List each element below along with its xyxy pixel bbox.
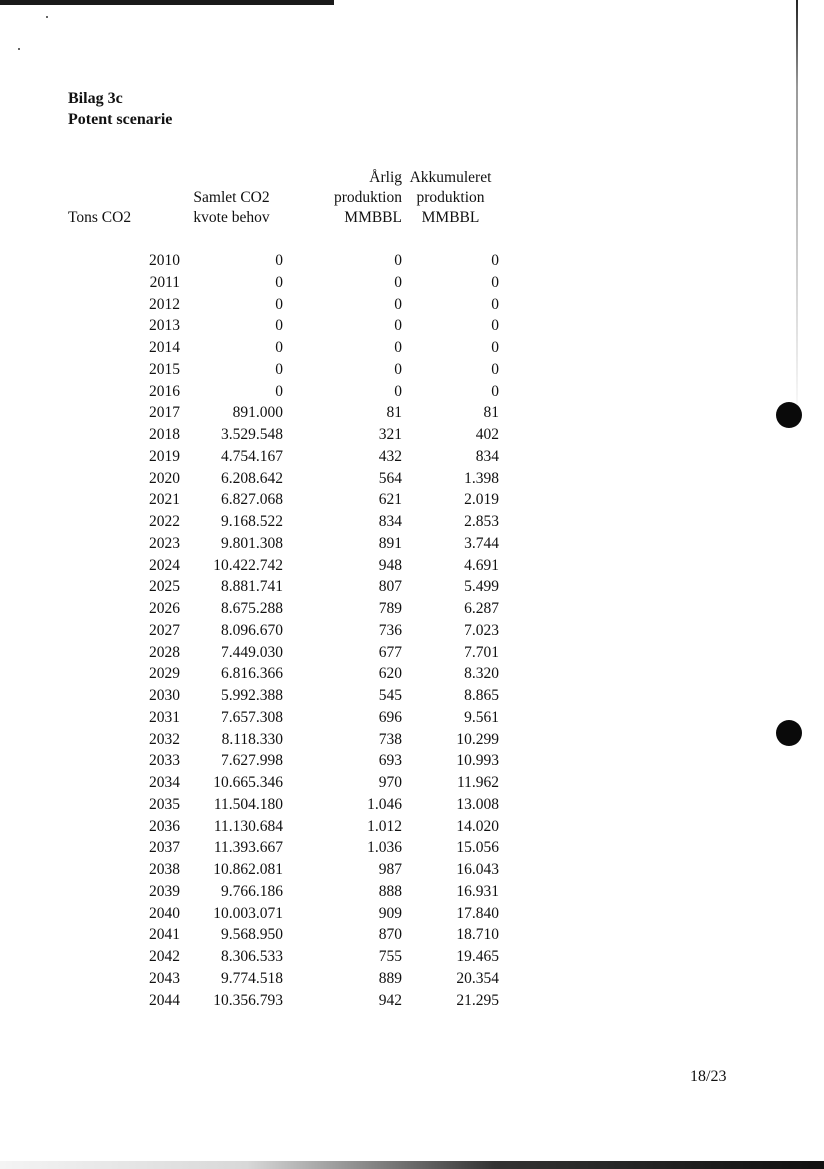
cell-aarlig-produktion: 81 bbox=[386, 404, 402, 422]
scan-edge-right bbox=[796, 0, 798, 430]
table-header-row bbox=[68, 164, 499, 228]
cell-samlet-co2: 9.774.518 bbox=[221, 969, 283, 987]
cell-aarlig-produktion: 621 bbox=[378, 491, 402, 509]
table-row bbox=[68, 555, 499, 577]
table-row bbox=[68, 381, 499, 403]
cell-samlet-co2: 8.675.288 bbox=[221, 600, 283, 617]
table-row bbox=[68, 903, 499, 925]
table-row bbox=[68, 729, 499, 751]
table-row bbox=[68, 315, 499, 337]
cell-aarlig-produktion: 0 bbox=[394, 382, 402, 400]
cell-samlet-co2: 7.657.308 bbox=[221, 708, 283, 726]
table-row bbox=[68, 924, 499, 946]
cell-year: 2038 bbox=[149, 861, 180, 878]
table-row bbox=[68, 837, 499, 859]
cell-aarlig-produktion: 870 bbox=[378, 926, 402, 944]
cell-aarlig-produktion: 677 bbox=[378, 643, 402, 661]
cell-akkumuleret-produktion: 17.840 bbox=[456, 904, 499, 922]
cell-year: 2044 bbox=[149, 991, 180, 1009]
cell-aarlig-produktion: 909 bbox=[378, 904, 402, 922]
cell-akkumuleret-produktion: 14.020 bbox=[456, 817, 499, 835]
cell-year: 2012 bbox=[149, 295, 180, 313]
cell-akkumuleret-produktion: 0 bbox=[491, 273, 499, 291]
cell-samlet-co2: 8.881.741 bbox=[221, 578, 283, 596]
cell-samlet-co2: 6.816.366 bbox=[221, 665, 283, 683]
header-aarlig-produktion: Årlig produktion MMBBL bbox=[333, 169, 402, 226]
cell-samlet-co2: 8.306.533 bbox=[221, 948, 283, 965]
table-row bbox=[68, 881, 499, 903]
cell-year: 2026 bbox=[149, 600, 180, 617]
cell-aarlig-produktion: 0 bbox=[394, 252, 402, 269]
cell-samlet-co2: 8.096.670 bbox=[221, 621, 283, 639]
document-heading bbox=[68, 88, 172, 130]
cell-akkumuleret-produktion: 16.931 bbox=[456, 882, 499, 900]
cell-aarlig-produktion: 738 bbox=[378, 730, 402, 748]
cell-year: 2017 bbox=[149, 404, 180, 422]
cell-year: 2037 bbox=[149, 839, 180, 857]
cell-year: 2029 bbox=[149, 665, 180, 683]
cell-year: 2021 bbox=[149, 491, 180, 509]
table-row bbox=[68, 250, 499, 272]
cell-akkumuleret-produktion: 6.287 bbox=[464, 600, 499, 617]
table-row bbox=[68, 489, 499, 511]
cell-year: 2030 bbox=[149, 687, 180, 704]
cell-samlet-co2: 9.766.186 bbox=[221, 882, 283, 900]
cell-year: 2018 bbox=[149, 426, 180, 443]
cell-aarlig-produktion: 807 bbox=[378, 578, 402, 596]
cell-samlet-co2: 6.208.642 bbox=[221, 469, 283, 487]
table-row bbox=[68, 576, 499, 598]
cell-aarlig-produktion: 736 bbox=[378, 621, 402, 639]
table-row bbox=[68, 533, 499, 555]
cell-aarlig-produktion: 1.036 bbox=[367, 839, 402, 857]
table-row bbox=[68, 859, 499, 881]
table-row bbox=[68, 642, 499, 664]
cell-akkumuleret-produktion: 9.561 bbox=[464, 708, 499, 726]
table-row bbox=[68, 750, 499, 772]
cell-samlet-co2: 7.627.998 bbox=[221, 752, 283, 770]
table-row bbox=[68, 511, 499, 533]
cell-aarlig-produktion: 0 bbox=[394, 360, 402, 378]
cell-samlet-co2: 11.504.180 bbox=[213, 795, 283, 813]
cell-akkumuleret-produktion: 7.701 bbox=[464, 643, 499, 661]
cell-samlet-co2: 6.827.068 bbox=[221, 491, 283, 509]
punch-hole bbox=[776, 720, 802, 746]
cell-akkumuleret-produktion: 15.056 bbox=[456, 839, 499, 857]
cell-year: 2014 bbox=[149, 339, 180, 356]
cell-year: 2027 bbox=[149, 621, 180, 639]
cell-akkumuleret-produktion: 0 bbox=[491, 382, 499, 400]
table-row bbox=[68, 707, 499, 729]
cell-aarlig-produktion: 1.046 bbox=[367, 795, 402, 813]
punch-hole bbox=[776, 402, 802, 428]
cell-year: 2036 bbox=[149, 817, 180, 835]
cell-aarlig-produktion: 987 bbox=[378, 861, 402, 878]
cell-aarlig-produktion: 545 bbox=[378, 687, 402, 704]
cell-akkumuleret-produktion: 2.853 bbox=[464, 513, 499, 530]
cell-samlet-co2: 8.118.330 bbox=[221, 730, 283, 748]
cell-aarlig-produktion: 834 bbox=[378, 513, 402, 530]
cell-year: 2016 bbox=[149, 382, 180, 400]
cell-year: 2022 bbox=[149, 513, 180, 530]
appendix-label: Bilag 3c bbox=[68, 90, 123, 107]
cell-year: 2024 bbox=[149, 556, 180, 574]
page-number: 18/23 bbox=[690, 1068, 727, 1085]
cell-akkumuleret-produktion: 20.354 bbox=[456, 969, 499, 987]
cell-samlet-co2: 10.356.793 bbox=[213, 991, 283, 1009]
cell-aarlig-produktion: 942 bbox=[378, 991, 402, 1009]
co2-production-table bbox=[68, 164, 499, 1011]
cell-year: 2025 bbox=[149, 578, 180, 596]
cell-aarlig-produktion: 1.012 bbox=[367, 817, 402, 835]
cell-samlet-co2: 0 bbox=[275, 360, 283, 378]
table-row bbox=[68, 294, 499, 316]
scan-speck bbox=[18, 48, 20, 50]
cell-samlet-co2: 5.992.388 bbox=[221, 687, 283, 704]
cell-aarlig-produktion: 970 bbox=[378, 774, 402, 791]
table-row bbox=[68, 620, 499, 642]
table-row bbox=[68, 337, 499, 359]
scan-speck bbox=[46, 16, 48, 18]
cell-year: 2032 bbox=[149, 730, 180, 748]
cell-year: 2035 bbox=[149, 795, 180, 813]
cell-samlet-co2: 9.801.308 bbox=[221, 534, 283, 552]
table-row bbox=[68, 772, 499, 794]
cell-samlet-co2: 9.568.950 bbox=[221, 926, 283, 944]
cell-aarlig-produktion: 948 bbox=[378, 556, 402, 574]
cell-aarlig-produktion: 0 bbox=[394, 273, 402, 291]
scenario-title: Potent scenarie bbox=[68, 111, 173, 128]
cell-akkumuleret-produktion: 7.023 bbox=[464, 621, 499, 639]
cell-year: 2015 bbox=[149, 360, 180, 378]
cell-year: 2042 bbox=[149, 948, 180, 965]
cell-akkumuleret-produktion: 4.691 bbox=[464, 556, 499, 574]
cell-aarlig-produktion: 789 bbox=[378, 600, 402, 617]
cell-samlet-co2: 11.393.667 bbox=[213, 839, 283, 857]
cell-samlet-co2: 9.168.522 bbox=[221, 513, 283, 530]
header-akkumuleret-produktion: Akkumuleret produktion MMBBL bbox=[409, 169, 492, 226]
cell-year: 2028 bbox=[149, 643, 180, 661]
cell-year: 2033 bbox=[149, 752, 180, 770]
cell-year: 2031 bbox=[149, 708, 180, 726]
cell-akkumuleret-produktion: 1.398 bbox=[464, 469, 499, 487]
cell-samlet-co2: 0 bbox=[275, 317, 283, 335]
cell-aarlig-produktion: 889 bbox=[378, 969, 402, 987]
cell-year: 2039 bbox=[149, 882, 180, 900]
cell-aarlig-produktion: 888 bbox=[378, 882, 402, 900]
cell-akkumuleret-produktion: 16.043 bbox=[456, 861, 499, 878]
cell-aarlig-produktion: 693 bbox=[378, 752, 402, 770]
cell-samlet-co2: 891.000 bbox=[232, 404, 283, 422]
table-row bbox=[68, 598, 499, 620]
cell-year: 2013 bbox=[149, 317, 180, 335]
scan-edge-top bbox=[0, 0, 334, 5]
cell-samlet-co2: 0 bbox=[275, 273, 283, 291]
table-row bbox=[68, 794, 499, 816]
table-row bbox=[68, 685, 499, 707]
cell-aarlig-produktion: 0 bbox=[394, 317, 402, 335]
table-row bbox=[68, 359, 499, 381]
table-row bbox=[68, 272, 499, 294]
cell-akkumuleret-produktion: 402 bbox=[475, 426, 499, 443]
header-spacer bbox=[68, 228, 499, 250]
cell-akkumuleret-produktion: 8.865 bbox=[464, 687, 499, 704]
cell-akkumuleret-produktion: 19.465 bbox=[456, 948, 499, 965]
cell-year: 2020 bbox=[149, 469, 180, 487]
cell-samlet-co2: 0 bbox=[275, 295, 283, 313]
table-row bbox=[68, 946, 499, 968]
table-row bbox=[68, 816, 499, 838]
scan-edge-bottom bbox=[0, 1161, 824, 1169]
cell-samlet-co2: 0 bbox=[275, 382, 283, 400]
cell-aarlig-produktion: 321 bbox=[378, 426, 402, 443]
cell-samlet-co2: 7.449.030 bbox=[221, 643, 283, 661]
table-body bbox=[68, 228, 499, 1011]
table-row bbox=[68, 663, 499, 685]
cell-samlet-co2: 11.130.684 bbox=[213, 817, 283, 835]
cell-samlet-co2: 3.529.548 bbox=[221, 426, 283, 443]
cell-akkumuleret-produktion: 18.710 bbox=[456, 926, 499, 944]
cell-aarlig-produktion: 891 bbox=[378, 534, 402, 552]
cell-akkumuleret-produktion: 0 bbox=[491, 252, 499, 269]
cell-samlet-co2: 4.754.167 bbox=[221, 447, 283, 465]
cell-aarlig-produktion: 620 bbox=[378, 665, 402, 683]
cell-aarlig-produktion: 0 bbox=[394, 295, 402, 313]
table-row bbox=[68, 468, 499, 490]
cell-aarlig-produktion: 564 bbox=[378, 469, 402, 487]
cell-year: 2040 bbox=[149, 904, 180, 922]
cell-samlet-co2: 10.665.346 bbox=[213, 774, 283, 791]
cell-akkumuleret-produktion: 3.744 bbox=[464, 534, 499, 552]
cell-akkumuleret-produktion: 834 bbox=[475, 447, 499, 465]
cell-akkumuleret-produktion: 10.299 bbox=[456, 730, 499, 748]
cell-aarlig-produktion: 755 bbox=[378, 948, 402, 965]
cell-akkumuleret-produktion: 21.295 bbox=[456, 991, 499, 1009]
header-samlet-co2: Samlet CO2 kvote behov bbox=[193, 189, 270, 226]
cell-year: 2011 bbox=[149, 273, 180, 291]
cell-akkumuleret-produktion: 0 bbox=[491, 360, 499, 378]
cell-year: 2010 bbox=[149, 252, 180, 269]
cell-akkumuleret-produktion: 0 bbox=[491, 317, 499, 335]
table-row bbox=[68, 446, 499, 468]
cell-year: 2041 bbox=[149, 926, 180, 944]
cell-year: 2019 bbox=[149, 447, 180, 465]
cell-akkumuleret-produktion: 10.993 bbox=[456, 752, 499, 770]
cell-akkumuleret-produktion: 13.008 bbox=[456, 795, 499, 813]
cell-samlet-co2: 10.422.742 bbox=[213, 556, 283, 574]
cell-aarlig-produktion: 0 bbox=[394, 339, 402, 356]
cell-aarlig-produktion: 432 bbox=[378, 447, 402, 465]
table-row bbox=[68, 424, 499, 446]
cell-akkumuleret-produktion: 5.499 bbox=[464, 578, 499, 596]
table-row bbox=[68, 968, 499, 990]
cell-year: 2023 bbox=[149, 534, 180, 552]
cell-akkumuleret-produktion: 2.019 bbox=[464, 491, 499, 509]
cell-akkumuleret-produktion: 11.962 bbox=[456, 774, 499, 791]
cell-year: 2043 bbox=[149, 969, 180, 987]
cell-samlet-co2: 0 bbox=[275, 339, 283, 356]
cell-samlet-co2: 0 bbox=[275, 252, 283, 269]
table-row bbox=[68, 990, 499, 1012]
header-tons-co2: Tons CO2 bbox=[68, 209, 132, 226]
cell-aarlig-produktion: 696 bbox=[378, 708, 402, 726]
cell-akkumuleret-produktion: 81 bbox=[483, 404, 499, 422]
cell-akkumuleret-produktion: 0 bbox=[491, 295, 499, 313]
cell-samlet-co2: 10.003.071 bbox=[213, 904, 283, 922]
cell-akkumuleret-produktion: 0 bbox=[491, 339, 499, 356]
cell-akkumuleret-produktion: 8.320 bbox=[464, 665, 499, 683]
cell-samlet-co2: 10.862.081 bbox=[213, 861, 283, 878]
cell-year: 2034 bbox=[149, 774, 180, 791]
table-row bbox=[68, 402, 499, 424]
